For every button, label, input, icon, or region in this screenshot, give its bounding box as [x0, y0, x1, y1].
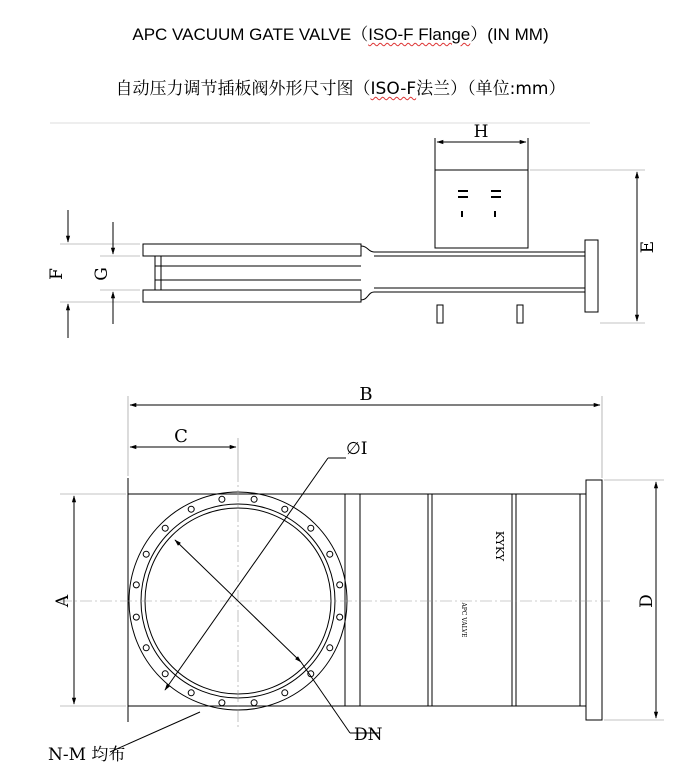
bolt-hole	[188, 690, 194, 696]
bolt-hole	[251, 700, 257, 706]
end-flange	[585, 240, 598, 312]
bolt-hole	[162, 671, 168, 677]
bolt-hole	[251, 496, 257, 502]
label-a: A	[53, 594, 73, 608]
bolt-hole	[337, 582, 343, 588]
label-h: H	[473, 122, 489, 142]
title-en-prefix: APC VACUUM GATE VALVE（	[132, 25, 369, 44]
actuator-leg	[517, 305, 523, 323]
bolt-hole	[219, 496, 225, 502]
actuator-leg	[437, 305, 443, 323]
bolt-hole	[337, 614, 343, 620]
lower-flange-plate	[143, 290, 361, 302]
bolt-hole	[308, 525, 314, 531]
bolt-hole	[327, 551, 333, 557]
label-e: E	[638, 240, 658, 254]
title-cn-prefix: 自动压力调节插板阀外形尺寸图（	[115, 79, 371, 99]
label-f: F	[47, 268, 67, 280]
bolt-hole	[282, 690, 288, 696]
apc-mark: APC VALVE	[460, 602, 467, 638]
label-b: B	[359, 384, 373, 405]
label-g: G	[92, 267, 112, 281]
bolt-hole	[133, 582, 139, 588]
upper-flange-plate	[143, 244, 361, 256]
bolt-hole	[219, 700, 225, 706]
bolt-hole	[143, 645, 149, 651]
label-dn: DN	[354, 725, 383, 745]
gate-channel	[155, 256, 361, 290]
bolt-hole	[143, 551, 149, 557]
bolt-hole	[282, 506, 288, 512]
label-d: D	[637, 594, 657, 608]
bolt-hole	[162, 525, 168, 531]
actuator-box	[435, 170, 528, 248]
title-en-suffix: ）(IN MM)	[470, 25, 549, 44]
bolt-hole	[133, 614, 139, 620]
front-end-flange	[586, 480, 602, 720]
title-cn-suffix: 法兰）（单位:mm）	[416, 79, 566, 99]
title-en-flange: ISO-F Flange	[368, 25, 471, 44]
label-nm: N-M 均布	[48, 745, 126, 765]
bolt-hole	[327, 645, 333, 651]
label-phi-i: ∅I	[346, 439, 368, 459]
actuator-bolts	[458, 190, 501, 217]
bonnet-tube	[361, 246, 585, 300]
side-view	[50, 123, 645, 338]
bonnet-tube-inner	[374, 256, 585, 288]
bolt-hole	[188, 506, 194, 512]
label-c: C	[174, 426, 188, 447]
title-cn-flange: ISO-F	[370, 79, 417, 99]
brand-mark: KYKY	[493, 530, 506, 562]
